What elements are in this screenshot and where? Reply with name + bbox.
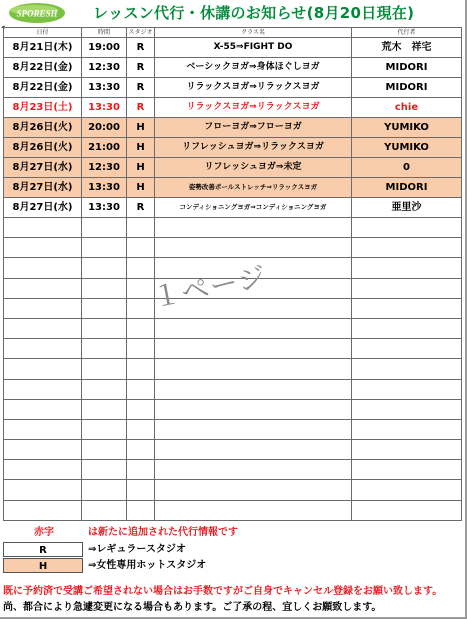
empty-cell <box>127 460 155 480</box>
empty-cell <box>82 399 127 419</box>
table-row <box>4 98 462 118</box>
cell-studio: R <box>127 78 155 98</box>
empty-cell <box>82 318 127 338</box>
empty-cell <box>352 480 462 500</box>
empty-cell <box>127 500 155 520</box>
empty-cell <box>4 339 82 359</box>
empty-cell <box>82 298 127 318</box>
cell-instructor: MIDORI <box>352 178 462 198</box>
cancel-notice: 既に予約済で受講ご希望されない場合はお手数ですがご自身でキャンセル登録をお願い致します。 <box>3 586 443 597</box>
corner-marker: ◂ <box>1 23 5 31</box>
table-row <box>4 78 462 98</box>
cell-instructor: YUMIKO <box>352 138 462 158</box>
cell-class: 姿勢改善ポールストレッチ⇒リラックスヨガ <box>155 178 352 198</box>
empty-cell <box>155 399 352 419</box>
empty-cell <box>4 440 82 460</box>
column-header-class: クラス名 <box>155 28 352 38</box>
cell-class: リフレッシュヨガ⇒未定 <box>155 158 352 178</box>
cell-instructor: MIDORI <box>352 78 462 98</box>
empty-cell <box>352 298 462 318</box>
empty-cell <box>155 238 352 258</box>
empty-cell <box>352 238 462 258</box>
empty-cell <box>127 440 155 460</box>
empty-cell <box>155 379 352 399</box>
table-row <box>4 58 462 78</box>
table-row-empty <box>4 339 462 359</box>
empty-cell <box>82 419 127 439</box>
empty-cell <box>4 278 82 298</box>
legend-studio-r-text: ⇒レギュラースタジオ <box>88 544 186 555</box>
page-title: レッスン代行・休講のお知らせ(8月20日現在) <box>93 4 415 22</box>
empty-cell <box>352 318 462 338</box>
table-row-empty <box>4 258 462 278</box>
empty-cell <box>155 339 352 359</box>
empty-cell <box>4 399 82 419</box>
table-header-row <box>4 28 462 38</box>
cell-class: リラックスヨガ⇒リラックスヨガ <box>155 78 352 98</box>
table-row-empty <box>4 379 462 399</box>
empty-cell <box>127 359 155 379</box>
cell-class: ベーシックヨガ⇒身体ほぐしヨガ <box>155 58 352 78</box>
empty-cell <box>352 500 462 520</box>
empty-cell <box>127 278 155 298</box>
cell-date: 8月26日(火) <box>4 118 82 138</box>
table-row <box>4 38 462 58</box>
column-header-time: 時間 <box>82 28 127 38</box>
empty-cell <box>352 460 462 480</box>
table-row <box>4 198 462 218</box>
cell-instructor: 荒木 祥宅 <box>352 38 462 58</box>
empty-cell <box>352 258 462 278</box>
empty-cell <box>4 258 82 278</box>
cell-time: 13:30 <box>82 198 127 218</box>
table-row-empty <box>4 218 462 238</box>
cell-studio: R <box>127 58 155 78</box>
column-header-studio: スタジオ <box>128 29 153 36</box>
table-row-empty <box>4 238 462 258</box>
cell-time: 21:00 <box>82 138 127 158</box>
empty-cell <box>4 218 82 238</box>
cell-date: 8月27日(水) <box>4 158 82 178</box>
empty-cell <box>127 298 155 318</box>
cell-studio: H <box>127 158 155 178</box>
empty-cell <box>127 218 155 238</box>
cell-class: リラックスヨガ⇒リラックスヨガ <box>155 98 352 118</box>
empty-cell <box>155 298 352 318</box>
empty-cell <box>127 339 155 359</box>
empty-cell <box>4 500 82 520</box>
empty-cell <box>127 238 155 258</box>
table-row-empty <box>4 298 462 318</box>
cell-instructor: chie <box>352 98 462 118</box>
cell-studio: R <box>127 98 155 118</box>
cell-class: フローヨガ⇒フローヨガ <box>155 118 352 138</box>
cell-time: 13:30 <box>82 98 127 118</box>
table-row-empty <box>4 480 462 500</box>
empty-cell <box>4 419 82 439</box>
empty-cell <box>4 359 82 379</box>
empty-cell <box>4 460 82 480</box>
empty-cell <box>127 258 155 278</box>
empty-cell <box>352 278 462 298</box>
empty-cell <box>82 238 127 258</box>
table-row-empty <box>4 318 462 338</box>
empty-cell <box>127 379 155 399</box>
empty-cell <box>127 419 155 439</box>
empty-cell <box>155 419 352 439</box>
cell-time: 19:00 <box>82 38 127 58</box>
schedule-table <box>3 27 462 521</box>
empty-cell <box>4 318 82 338</box>
cell-time: 13:30 <box>82 178 127 198</box>
empty-cell <box>352 379 462 399</box>
column-header-instructor: 代行者 <box>352 28 462 38</box>
empty-cell <box>155 318 352 338</box>
cell-date: 8月21日(木) <box>4 38 82 58</box>
empty-cell <box>155 359 352 379</box>
cell-studio: H <box>127 138 155 158</box>
cell-time: 12:30 <box>82 158 127 178</box>
table-row-empty <box>4 440 462 460</box>
empty-cell <box>4 298 82 318</box>
empty-cell <box>82 359 127 379</box>
empty-cell <box>352 399 462 419</box>
empty-cell <box>155 480 352 500</box>
cell-class: リフレッシュヨガ⇒リラックスヨガ <box>155 138 352 158</box>
table-row-empty <box>4 278 462 298</box>
cell-instructor: MIDORI <box>352 58 462 78</box>
cell-class: コンディショニングヨガ⇒コンディショニングヨガ <box>155 198 352 218</box>
table-row-empty <box>4 460 462 480</box>
cell-studio: H <box>127 118 155 138</box>
cell-instructor: YUMIKO <box>352 118 462 138</box>
empty-cell <box>82 258 127 278</box>
logo-text: SPORESH <box>16 8 58 19</box>
cell-time: 12:30 <box>82 58 127 78</box>
empty-cell <box>352 419 462 439</box>
page-watermark: １ページ <box>149 259 270 315</box>
empty-cell <box>155 218 352 238</box>
cell-instructor: 亜里沙 <box>352 198 462 218</box>
legend-red-text: は新たに追加された代行情報です <box>88 527 238 538</box>
empty-cell <box>82 379 127 399</box>
sporesh-logo <box>8 2 66 24</box>
cell-date: 8月22日(金) <box>4 78 82 98</box>
cell-studio: H <box>127 178 155 198</box>
change-notice: 尚、都合により急遽変更になる場合もあります。ご了承の程、宜しくお願致します。 <box>3 602 382 613</box>
empty-cell <box>82 218 127 238</box>
empty-cell <box>155 258 352 278</box>
empty-cell <box>127 318 155 338</box>
empty-cell <box>82 440 127 460</box>
legend-red-label: 赤字 <box>34 527 54 538</box>
empty-cell <box>4 379 82 399</box>
cell-date: 8月26日(火) <box>4 138 82 158</box>
cell-class: X-55⇒FIGHT DO <box>155 38 352 58</box>
cell-date: 8月27日(水) <box>4 178 82 198</box>
empty-cell <box>82 480 127 500</box>
legend-studio-h: H <box>3 558 83 573</box>
cell-time: 20:00 <box>82 118 127 138</box>
empty-cell <box>155 278 352 298</box>
cell-studio: R <box>127 38 155 58</box>
table-row-empty <box>4 359 462 379</box>
cell-instructor: 0 <box>352 158 462 178</box>
table-row <box>4 118 462 138</box>
empty-cell <box>82 339 127 359</box>
empty-cell <box>155 500 352 520</box>
empty-cell <box>352 218 462 238</box>
column-header-date: 日付 <box>4 28 82 38</box>
empty-cell <box>155 460 352 480</box>
empty-cell <box>352 359 462 379</box>
empty-cell <box>352 440 462 460</box>
cell-date: 8月27日(水) <box>4 198 82 218</box>
legend-studio-h-text: ⇒女性専用ホットスタジオ <box>88 560 207 571</box>
empty-cell <box>155 440 352 460</box>
empty-cell <box>82 500 127 520</box>
empty-cell <box>127 480 155 500</box>
logo-leaf-icon <box>8 2 66 24</box>
empty-cell <box>352 339 462 359</box>
empty-cell <box>127 399 155 419</box>
cell-studio: R <box>127 198 155 218</box>
table-row <box>4 138 462 158</box>
table-row <box>4 158 462 178</box>
table-row-empty <box>4 399 462 419</box>
cell-time: 13:30 <box>82 78 127 98</box>
empty-cell <box>82 460 127 480</box>
cell-date: 8月22日(金) <box>4 58 82 78</box>
legend-studio-r: R <box>3 542 83 557</box>
empty-cell <box>82 278 127 298</box>
empty-cell <box>4 238 82 258</box>
table-row-empty <box>4 500 462 520</box>
table-row-empty <box>4 419 462 439</box>
cell-date: 8月23日(土) <box>4 98 82 118</box>
empty-cell <box>4 480 82 500</box>
table-row <box>4 178 462 198</box>
